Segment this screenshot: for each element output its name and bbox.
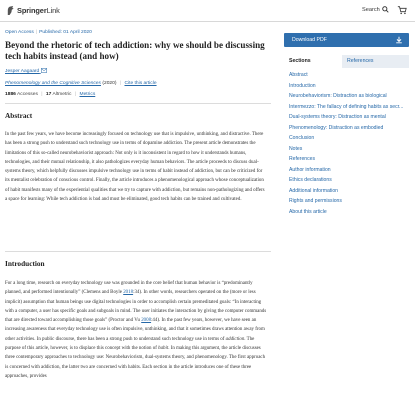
brand-springer: Springer (17, 6, 47, 15)
tab-references[interactable]: References (342, 55, 409, 68)
abstract-heading: Abstract (5, 111, 33, 120)
journal-line: Phenomenology and the Cognitive Sciences (2020) | Cite this article (5, 81, 157, 86)
toc-item[interactable]: Intermezzo: The fallacy of defining habits as secr... (289, 103, 404, 110)
toc-item[interactable]: Ethics declarations (289, 177, 332, 183)
brand-link: Link (46, 6, 60, 15)
journal-year: (2020) (102, 81, 117, 86)
toc-item[interactable]: Abstract (289, 72, 308, 78)
toc-item[interactable]: Conclusion (289, 135, 315, 141)
accesses-count: 1886 (5, 92, 16, 97)
citation-link[interactable]: 2008 (141, 318, 152, 324)
toc-item[interactable]: Rights and permissions (289, 198, 342, 204)
toc-item[interactable]: Additional information (289, 187, 338, 194)
section-divider (5, 103, 271, 104)
sidebar-tabs (284, 55, 409, 68)
author-name: Jesper Aagaard (5, 68, 40, 74)
open-access-label[interactable]: Open Access (5, 30, 34, 35)
article-title: Beyond the rhetoric of tech addiction: why we should be discussing tech habits instead (and how) (5, 40, 265, 62)
download-pdf-label: Download PDF (292, 37, 327, 43)
toc-item[interactable]: References (289, 156, 316, 162)
cite-article-link[interactable]: Cite this article (124, 81, 157, 86)
search-icon (382, 6, 389, 13)
toc-item[interactable]: About this article (289, 208, 327, 215)
article-metrics: 1886 Accesses | 17 Altmetric | Metrics (5, 92, 96, 97)
introduction-paragraph: For a long time, research on everyday technology use was grounded in the core belief that human behavior is “predominantly planned, and performed intentionally” (Clemens and Boyle 2018:34). In other words, researchers operated on the (more or less implicit) assumption that human beings use digital technologies in order to accomplish certain premeditated goals: “In interacting with a computer, a user has specific goals and subgoals in mind. The user initiates the interaction by giving the computer commands that are directed toward accomplishing those goals” (Proctor and Vu 2008:44). In the past few years, however, we have seen an increasing awareness that everyday technology use is often impulsive, unthinking, and that it sometimes draws attention away from other activities. In public discourse, there has been a strong push to understand such technology use in terms of addiction. The purpose of this article, however, is to displace this concept with the notion of habit. In making this argument, the article discusses three contemporary approaches to technology use: Neurobehaviorism, dual-systems theory, and phenomenology. The first approach is concerned with addiction, the latter two are concerned with habits. Each section in the article introduces one of these three approaches, provides (5, 281, 267, 379)
toc-item[interactable]: Introduction (289, 82, 316, 89)
published-date: Published: 01 April 2020 (39, 30, 92, 35)
top-navigation-bar (0, 0, 415, 22)
citation-link[interactable]: 2018 (123, 290, 134, 296)
springer-horse-icon (6, 5, 15, 16)
search-button[interactable] (362, 6, 389, 13)
toc-item[interactable]: Phenomenology: Distraction as embodied (289, 124, 384, 131)
toc-item[interactable]: Author information (289, 166, 331, 173)
journal-name-link[interactable]: Phenomenology and the Cognitive Sciences (5, 81, 101, 86)
toc-item[interactable]: Neurobehaviorism: Distraction as biological (289, 93, 387, 99)
section-divider (5, 251, 271, 252)
altmetric-label: Altmetric (52, 92, 72, 97)
cart-icon[interactable] (397, 5, 407, 15)
toc-item[interactable]: Notes (289, 145, 303, 152)
abstract-text: In the past few years, we have become increasingly focused on technology use that is impulsive, unthinking, and distractive. There has been a strong push to understand such technology use in terms of dopamine addiction. The present article demonstrates the limitations of this so-called neurobehaviorist approach: Not only is it inconsistent in regard to how it understands humans, technologies, and their mutual relationship, it also pathologizes everyday human behaviors. The article proceeds to discuss dual-systems theory, which helpfully discusses impulsive technology use in terms of habit instead of addiction, but can be criticized for its mentalist celebration of conscious control. Finally, the article introduces a phenomenological approach whose conceptualization of habit manifests many of the experiential qualities that we try to capture with addiction, but remains non-pathologizing and offers a space for learning: While tech addiction is bad and must be eliminated, good tech habits can be trained and cultivated. (5, 132, 265, 203)
metrics-link[interactable]: Metrics (79, 92, 96, 97)
author-link[interactable] (5, 68, 47, 74)
email-icon[interactable] (41, 68, 47, 73)
tab-sections[interactable]: Sections (284, 55, 342, 68)
accesses-label: Accesses (16, 92, 38, 97)
springer-link-logo[interactable] (6, 5, 60, 16)
introduction-heading: Introduction (5, 259, 45, 268)
toc-item[interactable]: Dual-systems theory: Distraction as mental (289, 114, 386, 120)
download-icon (395, 36, 403, 44)
article-meta: Open Access | Published: 01 April 2020 (5, 30, 92, 35)
download-pdf-button[interactable] (284, 33, 409, 47)
search-label: Search (362, 6, 380, 13)
altmetric-count: 17 (45, 92, 52, 97)
